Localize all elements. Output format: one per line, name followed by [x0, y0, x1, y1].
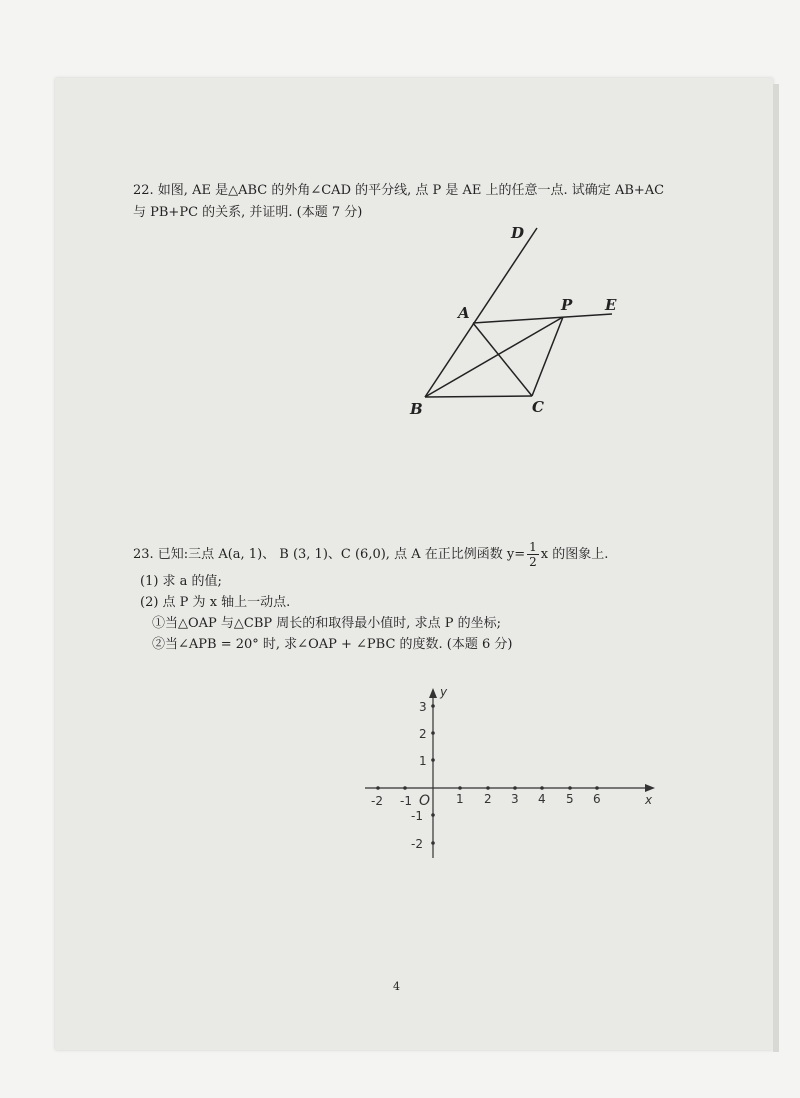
y-tick-label: 1: [419, 754, 427, 768]
q23-part2: (2) 点 P 为 x 轴上一动点.: [140, 595, 291, 610]
x-tick-dot: [403, 786, 407, 790]
y-axis-label: y: [440, 685, 448, 699]
x-tick-label: -1: [400, 794, 412, 808]
x-tick-dot: [376, 786, 380, 790]
x-tick-label: 1: [456, 792, 464, 806]
x-tick-dot: [595, 786, 599, 790]
y-tick-dot: [431, 758, 435, 762]
y-tick-label: 2: [419, 727, 427, 741]
x-tick-label: 3: [511, 792, 519, 806]
x-tick-dot: [458, 786, 462, 790]
x-tick-label: 2: [484, 792, 492, 806]
q23-stem-before: 23. 已知:三点 A(a, 1)、 B (3, 1)、C (6,0), 点 A 在正比例函数 y=: [133, 547, 526, 562]
q23-part2b: ②当∠APB = 20° 时, 求∠OAP + ∠PBC 的度数. (本题 6 分): [152, 637, 513, 652]
q22-stem-line1: 22. 如图, AE 是△ABC 的外角∠CAD 的平分线, 点 P 是 AE 上的任意一点. 试确定 AB+AC: [133, 183, 665, 198]
fraction-numerator: 1: [529, 540, 537, 554]
x-axis-arrow: [645, 784, 655, 792]
y-tick-dot: [431, 731, 435, 735]
q22-stem-line2: 与 PB+PC 的关系, 并证明. (本题 7 分): [133, 205, 363, 220]
y-tick-label: 3: [419, 700, 427, 714]
y-tick-label: -2: [411, 837, 423, 851]
label-d: D: [511, 224, 525, 242]
origin-label: O: [419, 793, 431, 809]
q23-part2a: ①当△OAP 与△CBP 周长的和取得最小值时, 求点 P 的坐标;: [152, 616, 501, 631]
fraction-denominator: 2: [529, 555, 537, 569]
x-tick-label: 6: [593, 792, 601, 806]
x-tick-dot: [486, 786, 490, 790]
x-tick-dot: [540, 786, 544, 790]
x-tick-dot: [513, 786, 517, 790]
x-tick-label: -2: [371, 794, 383, 808]
y-tick-label: -1: [411, 809, 423, 823]
label-e: E: [605, 296, 617, 314]
label-b: B: [410, 400, 423, 418]
label-a: A: [458, 304, 470, 322]
label-c: C: [532, 398, 544, 416]
page-number: 4: [393, 980, 400, 993]
x-axis-label: x: [645, 793, 653, 807]
q23-part1: (1) 求 a 的值;: [140, 574, 222, 589]
y-axis-arrow: [429, 688, 437, 698]
x-tick-label: 4: [538, 792, 546, 806]
y-tick-dot: [431, 813, 435, 817]
label-p: P: [561, 296, 573, 314]
q23-stem-after: x 的图象上.: [540, 547, 609, 562]
x-tick-dot: [568, 786, 572, 790]
y-tick-dot: [431, 704, 435, 708]
y-tick-dot: [431, 841, 435, 845]
x-tick-label: 5: [566, 792, 574, 806]
